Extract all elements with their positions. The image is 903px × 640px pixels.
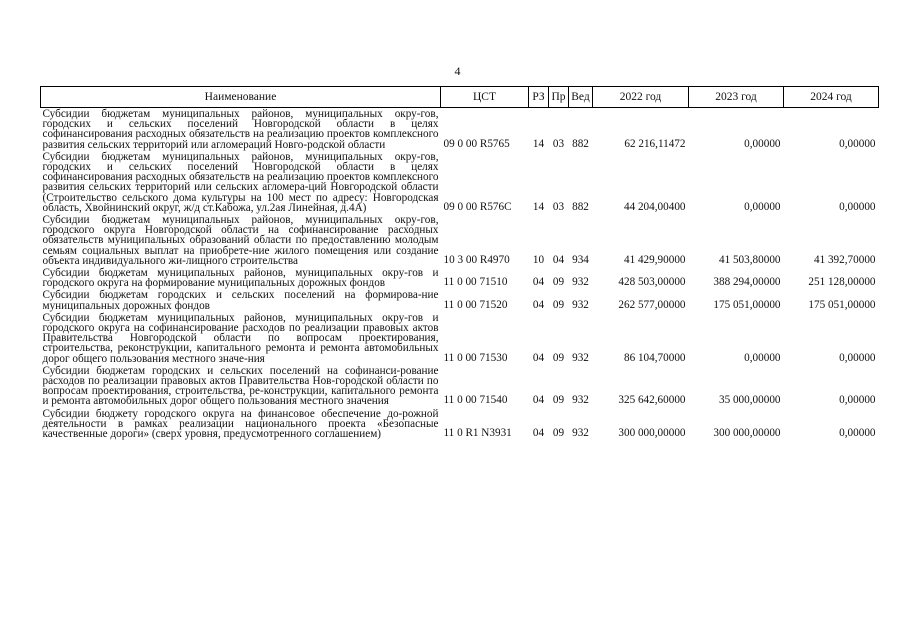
- row-2023: 41 503,80000: [718, 253, 781, 266]
- row-ved: 882: [572, 137, 589, 150]
- row-2022: 62 216,11472: [624, 137, 686, 150]
- row-pr: 09: [552, 351, 565, 364]
- row-2023: 35 000,00000: [718, 394, 781, 407]
- row-name: Субсидии бюджетам городских и сельских поселений на формирова-ние муниципальных дорожных фондов: [42, 289, 439, 312]
- row-cst: 11 0 00 71510: [443, 276, 508, 289]
- table-row: [41, 312, 879, 365]
- row-ved: 932: [572, 298, 589, 311]
- row-2024: 41 392,70000: [813, 253, 876, 266]
- row-rz: 04: [532, 351, 545, 364]
- row-rz: 04: [532, 427, 545, 440]
- row-pr: 03: [552, 137, 565, 150]
- row-2022: 325 642,60000: [618, 394, 686, 407]
- header-name: Наименование: [41, 87, 441, 108]
- page-number: 4: [454, 64, 461, 78]
- row-name: Субсидии бюджету городского округа на финансовое обеспечение до-рожной деятельности в рамках реализации национального проекта «Безопасные качественные дороги» (сверх уровня, предусмотренного соглашением): [42, 407, 439, 441]
- row-rz: 10: [532, 253, 545, 266]
- budget-table: [40, 86, 879, 440]
- row-2022: 262 577,00000: [618, 298, 686, 311]
- table-row: [41, 408, 879, 441]
- table-row: [41, 365, 879, 408]
- table-body: [41, 108, 879, 441]
- row-cst: 11 0 R1 N3931: [443, 427, 512, 440]
- header-2023: 2023 год: [689, 87, 784, 108]
- row-ved: 882: [572, 200, 589, 213]
- row-name: Субсидии бюджетам муниципальных районов, муниципальных окру-гов, городского округа Новгородской области на софинансирование расходных обязательств муниципальных образований области по предоставлению молодым семьям социальных выплат на приобрете-ние жилого помещения или создание объекта индивидуального жи-лищного строительства: [42, 214, 439, 267]
- row-ved: 932: [572, 394, 589, 407]
- row-name: Субсидии бюджетам муниципальных районов, муниципальных окру-гов, городских и сельских поселений Новгородской области в целях софинансирования расходных обязательств на реализацию проектов комплексного развития сельских территорий или сельских агломера-ций Новгородской области (Строительство сельского дома культуры на 100 мест по адресу: Новгородская область, Хвойнинский округ, ж/д ст.Кабожа, ул.2ая Линейная, д.4А): [42, 150, 439, 214]
- row-cst: 09 0 00 R5765: [443, 137, 510, 150]
- row-name: Субсидии бюджетам муниципальных районов, муниципальных окру-гов, городских и сельских поселений Новгородской области в целях софинансирования расходных обязательств на реализацию проектов комплексного развития сельских территорий или агломераций Новго-родской области: [42, 108, 439, 151]
- row-2023: 0,00000: [744, 200, 781, 213]
- row-pr: 04: [552, 253, 565, 266]
- row-pr: 03: [552, 200, 565, 213]
- row-ved: 932: [572, 427, 589, 440]
- row-pr: 09: [552, 394, 565, 407]
- row-name: Субсидии бюджетам муниципальных районов, муниципальных окру-гов и городского округа на софинансирование расходов по реализации правовых актов Правительства Новгородской области по вопросам проектирования, строительства, реконструкции, капитального ремонта и ремонта автомобильных дорог общего пользования местного значе-ния: [42, 311, 439, 365]
- row-pr: 09: [552, 298, 565, 311]
- row-ved: 932: [572, 276, 589, 289]
- row-rz: 04: [532, 276, 545, 289]
- row-cst: 09 0 00 R576C: [443, 200, 512, 213]
- row-rz: 04: [532, 394, 545, 407]
- row-2024: 251 128,00000: [808, 276, 876, 289]
- row-name: Субсидии бюджетам муниципальных районов, муниципальных окру-гов и городского округа на формирование муниципальных дорожных фондов: [42, 267, 439, 290]
- row-2022: 428 503,00000: [618, 276, 686, 289]
- row-2022: 86 104,70000: [623, 351, 686, 364]
- row-2022: 300 000,00000: [618, 427, 686, 440]
- row-2022: 41 429,90000: [623, 253, 686, 266]
- table-row: [41, 289, 879, 311]
- row-2024: 175 051,00000: [808, 298, 876, 311]
- row-name: Субсидии бюджетам городских и сельских поселений на софинанси-рование расходов по реализации правовых актов Правительства Нов-городской области по вопросам проектирования, строительства, ре-конструкции, капитального ремонта и ремонта автомобильных дорог общего пользования местного значения: [42, 364, 439, 408]
- row-cst: 11 0 00 71530: [443, 351, 508, 364]
- row-2024: 0,00000: [839, 137, 876, 150]
- row-cst: 11 0 00 71520: [443, 298, 508, 311]
- row-2024: 0,00000: [839, 394, 876, 407]
- row-2023: 175 051,00000: [713, 298, 781, 311]
- row-2024: 0,00000: [839, 200, 876, 213]
- row-rz: 14: [532, 137, 545, 150]
- row-2023: 0,00000: [744, 351, 781, 364]
- header-rz: РЗ: [529, 87, 549, 108]
- row-ved: 934: [572, 253, 589, 266]
- table-row: [41, 214, 879, 267]
- row-2023: 0,00000: [744, 137, 781, 150]
- row-rz: 14: [532, 200, 545, 213]
- header-pr: Пр: [549, 87, 569, 108]
- table-row: [41, 151, 879, 214]
- row-2024: 0,00000: [839, 351, 876, 364]
- row-2022: 44 204,00400: [623, 200, 686, 213]
- table-header: [41, 87, 879, 108]
- row-rz: 04: [532, 298, 545, 311]
- row-cst: 10 3 00 R4970: [443, 253, 510, 266]
- header-row: [41, 87, 879, 108]
- table-row: [41, 108, 879, 151]
- header-2022: 2022 год: [593, 87, 689, 108]
- header-ved: Вед: [569, 87, 593, 108]
- row-pr: 09: [552, 276, 565, 289]
- row-ved: 932: [572, 351, 589, 364]
- header-cst: ЦСТ: [441, 87, 529, 108]
- row-cst: 11 0 00 71540: [443, 394, 508, 407]
- row-2023: 300 000,00000: [713, 427, 781, 440]
- header-2024: 2024 год: [784, 87, 879, 108]
- row-2024: 0,00000: [839, 427, 876, 440]
- row-2023: 388 294,00000: [713, 276, 781, 289]
- row-pr: 09: [552, 427, 565, 440]
- table-row: [41, 267, 879, 289]
